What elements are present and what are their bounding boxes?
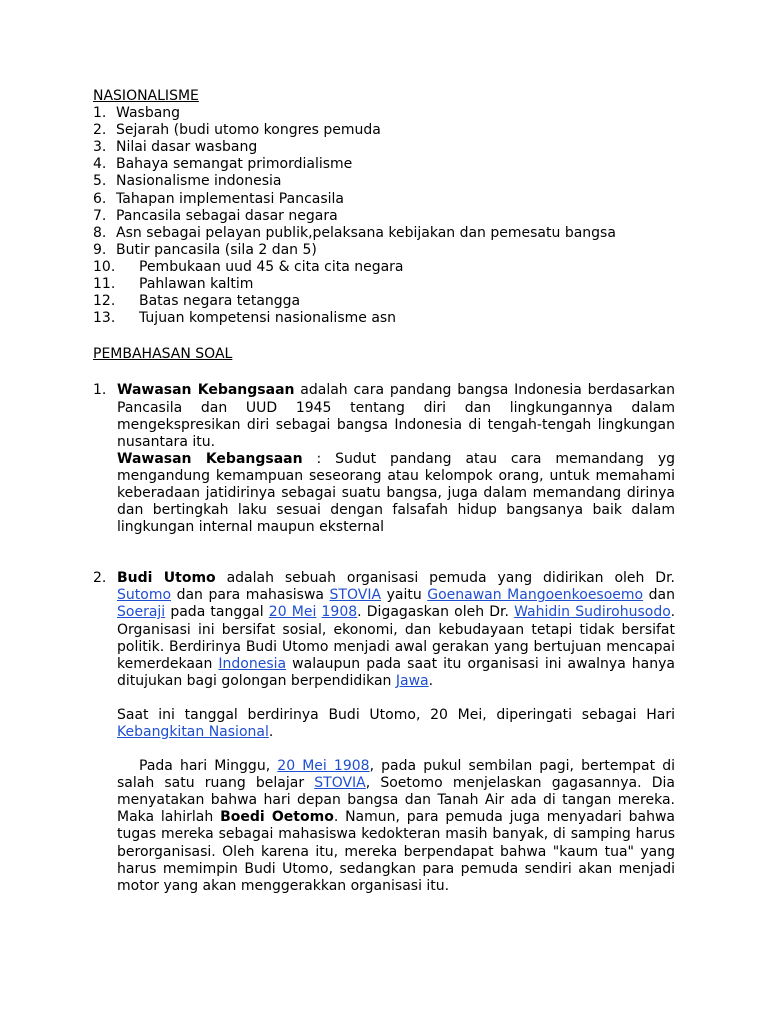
list-item: 10. Pembukaan uud 45 & cita cita negara	[93, 258, 404, 275]
question-1: 1. Wawasan Kebangsaan adalah cara pandang bangsa Indonesia berdasarkan Pancasila dan UUD 1945 tentang diri dan lingkungannya dalam mengekspresikan diri sebagai bangsa Indonesia di tengah-tengah lingkungan nusantara itu. Wawasan Kebangsaan : Sudut pandang atau cara memandang yg mengandung kemampuan seseorang atau kelompok orang, untuk memahami keberadaan jatidirinya sebagai suatu bangsa, juga dalam memandang dirinya dan bertingkah laku sesuai dengan falsafah hidup bangsanya baik dalam lingkungan internal maupun eksternal	[93, 382, 675, 536]
term: Wawasan Kebangsaan	[117, 382, 295, 399]
list-item: 9. Butir pancasila (sila 2 dan 5)	[93, 241, 317, 258]
document-page	[93, 88, 675, 895]
link-sutomo[interactable]: Sutomo	[117, 587, 172, 604]
question-2: 2. Budi Utomo adalah sebuah organisasi pemuda yang didirikan oleh Dr. Sutomo dan para mahasiswa STOVIA yaitu Goenawan Mangoenkoesoemo dan Soeraji pada tanggal 20 Mei 1908. Digagaskan oleh Dr. Wahidin Sudirohusodo. Organisasi ini bersifat sosial, ekonomi, dan kebudayaan tetapi tidak bersifat politik. Berdirinya Budi Utomo menjadi awal gerakan yang bertujuan mencapai kemerdekaan Indonesia walaupun pada saat itu organisasi ini awalnya hanya ditujukan bagi golongan berpendidikan Jawa. Saat ini tanggal berdirinya Budi Utomo, 20 Mei, diperingati sebagai Hari Kebangkitan Nasional. Pada hari Minggu, 20 Mei 1908, pada pukul sembilan pagi, bertempat di salah satu ruang belajar STOVIA, Soetomo menjelaskan gagasannya. Dia menyatakan bahwa hari depan bangsa dan Tanah Air ada di tangan mereka. Maka lahirlah Boedi Oetomo. Namun, para pemuda juga menyadari bahwa tugas mereka sebagai mahasiswa kedokteran masih banyak, di samping harus berorganisasi. Oleh karena itu, mereka berpendapat bahwa "kaum tua" yang harus memimpin Budi Utomo, sedangkan para pemuda sendiri akan menjadi motor yang akan menggerakkan organisasi itu.	[93, 570, 676, 894]
link-20-mei-1908[interactable]: 20 Mei 1908	[277, 758, 370, 775]
link-1908[interactable]: 1908	[321, 604, 358, 621]
list-item: 4. Bahaya semangat primordialisme	[93, 156, 353, 173]
list-item: 6. Tahapan implementasi Pancasila	[93, 190, 344, 207]
list-item: 7. Pancasila sebagai dasar negara	[93, 207, 338, 224]
list-item: 8. Asn sebagai pelayan publik,pelaksana kebijakan dan pemesatu bangsa	[93, 224, 616, 241]
list-item: 1. Wasbang	[93, 105, 181, 122]
link-goenawan[interactable]: Goenawan Mangoenkoesoemo	[427, 587, 644, 604]
page-title: NASIONALISME	[93, 88, 199, 104]
section-title: PEMBAHASAN SOAL	[93, 346, 233, 363]
list-item: 2. Sejarah (budi utomo kongres pemuda	[93, 122, 381, 139]
term: Boedi Oetomo	[220, 809, 334, 826]
list-item: 12. Batas negara tetangga	[93, 293, 301, 310]
list-item: 3. Nilai dasar wasbang	[93, 139, 258, 156]
link-jawa[interactable]: Jawa	[395, 672, 429, 689]
link-stovia[interactable]: STOVIA	[329, 587, 382, 604]
link-wahidin[interactable]: Wahidin Sudirohusodo	[514, 604, 671, 621]
list-item: 13. Tujuan kompetensi nasionalisme asn	[93, 310, 397, 327]
link-soeraji[interactable]: Soeraji	[117, 604, 166, 621]
topic-list	[93, 105, 675, 327]
link-kebangkitan-nasional[interactable]: Kebangkitan Nasional	[117, 724, 269, 740]
link-20-mei[interactable]: 20 Mei	[268, 604, 317, 621]
term: Budi Utomo	[117, 570, 216, 587]
link-indonesia[interactable]: Indonesia	[218, 655, 287, 672]
link-stovia-2[interactable]: STOVIA	[314, 775, 366, 792]
list-item: 11. Pahlawan kaltim	[93, 276, 254, 293]
term: Wawasan Kebangsaan	[117, 450, 303, 467]
list-item: 5. Nasionalisme indonesia	[93, 173, 282, 190]
